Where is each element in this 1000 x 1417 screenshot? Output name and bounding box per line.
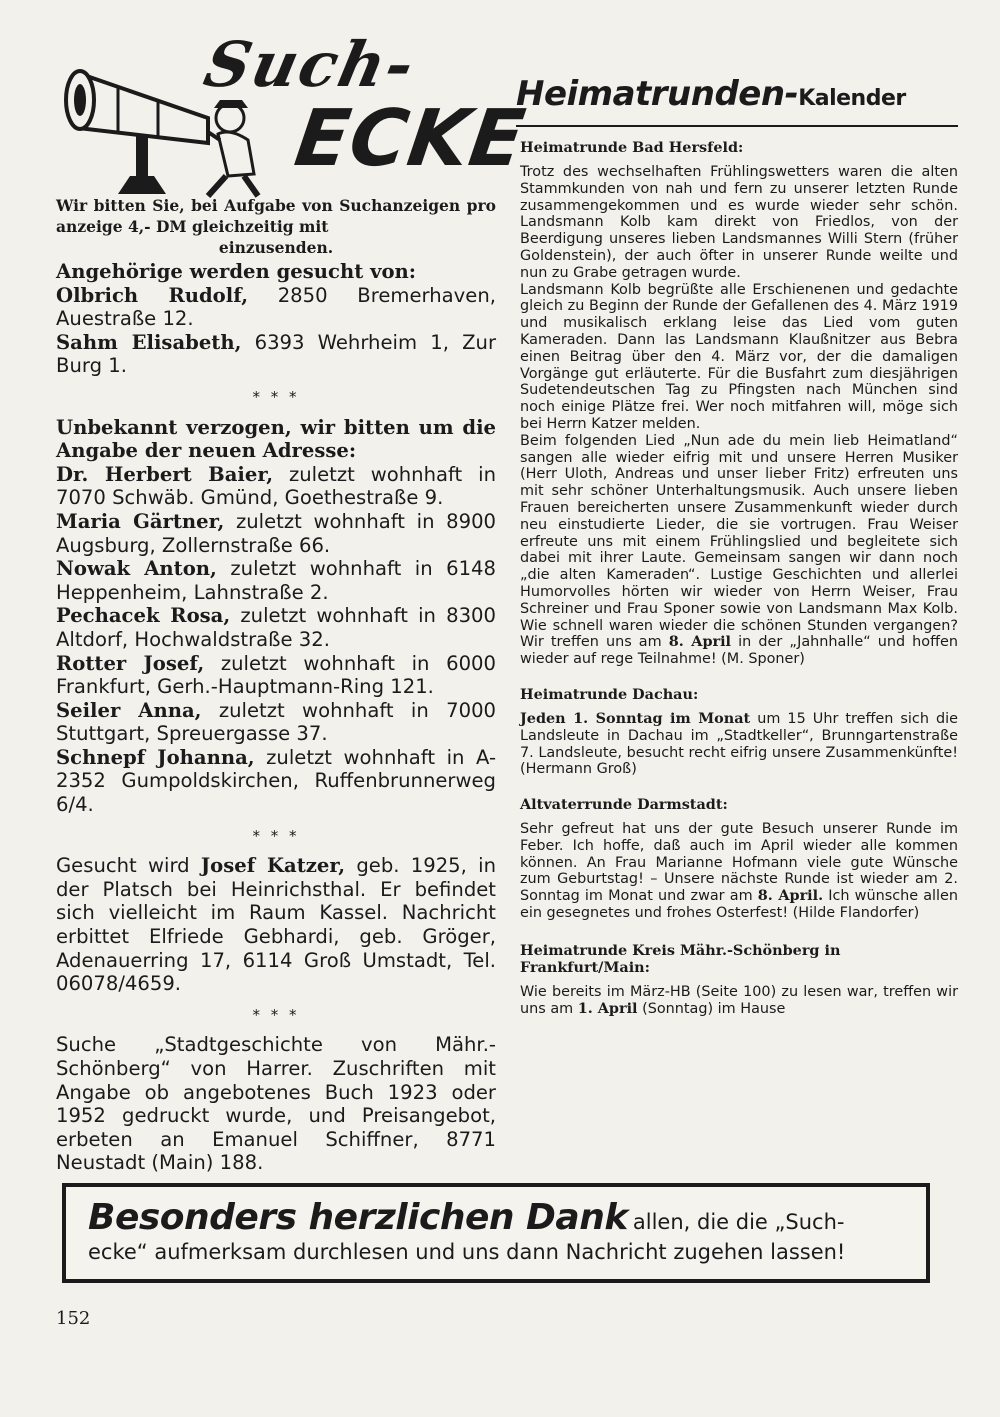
paragraph-text: um 15 Uhr treffen sich die Landsleute in Dachau im „Stadtkeller“, Brunngartenstraße 7. Landsleute, besucht recht eifrig unsere Zusammenkünfte! (Hermann Groß) (520, 710, 958, 778)
separator-stars: * * * (252, 387, 300, 406)
left-column (56, 28, 531, 1175)
hersfeld-heading: Heimatrunde Bad Hersfeld: (520, 139, 744, 156)
frankfurt-heading: Heimatrunde Kreis Mähr.-Schönberg in Frankfurt/Main: (520, 941, 841, 976)
paragraph-text: Sehr gefreut hat uns der gute Besuch unserer Runde im Feber. Ich hoffe, daß auch im April wieder alle kommen können. An Frau Marianne Hofmann viele gute Wünsche zum Geburtstag! – Unsere nächste Runde ist wieder am 2. Sonntag im Monat und zwar am (520, 821, 958, 905)
search-listings (56, 260, 496, 1175)
separator-stars: * * * (252, 1005, 300, 1024)
banner-text: allen, die die „Such- (632, 1210, 845, 1234)
paragraph (520, 433, 958, 668)
such-script-title: Such- (198, 28, 423, 101)
section-heading-unknown-moved: Unbekannt verzogen, wir bitten um die Angabe der neuen Adresse: (56, 415, 496, 463)
person-name: Josef Katzer, (200, 854, 346, 878)
paragraph: Trotz des wechselhaften Frühlingswetters waren die alten Stammkunden von nah und fern zu unserer letzten Runde zusammengekommen und es wurde wieder sehr schön. Landsmann Kolb kam direkt von Friedlos, von der Beerdigung unseres lieben Landsmannes Willi Stern (früher Goldenstein), der auch öfter in unserer Runde weilte und nun zu Grabe getragen wurde. (520, 164, 958, 281)
person-address: zuletzt wohnhaft in 6148 Heppenheim, Lahnstraße 2. (56, 557, 496, 604)
notice-text: geb. 1925, in der Platsch bei Heinrichsthal. Er befindet sich vielleicht im Raum Kassel. Nachricht erbittet Elfriede Gebhardi, geb. Gröger, Adenauerring 17, 6114 Groß Umstadt, Tel. 06078/4659. (56, 854, 496, 996)
intro-text-end: einzusenden. (218, 238, 334, 257)
person-address: zuletzt wohnhaft in 7070 Schwäb. Gmünd, Goethestraße 9. (56, 462, 496, 510)
darmstadt-article (520, 821, 958, 922)
person-name: Pechacek Rosa, (56, 604, 231, 628)
list-item (56, 331, 496, 378)
paragraph-text: Wie bereits im März-HB (Seite 100) zu lesen war, treffen wir uns am (520, 983, 958, 1017)
person-name: Dr. Herbert Baier, (56, 462, 274, 486)
banner-text-line2: ecke“ aufmerksam durchlesen und uns dann Nachricht zugehen lassen! (88, 1240, 846, 1264)
list-item (56, 746, 496, 817)
list-item (56, 652, 496, 699)
list-item (56, 699, 496, 746)
section-heading-relatives: Angehörige werden gesucht von: (56, 260, 416, 283)
kalender-title-small: Kalender (798, 86, 906, 111)
notice-pre: Gesucht wird (56, 854, 190, 878)
frankfurt-article (520, 984, 958, 1018)
list-item (56, 557, 496, 604)
person-address: 6393 Wehrheim 1, Zur Burg 1. (56, 330, 496, 378)
person-address: zuletzt wohnhaft in 6000 Frankfurt, Gerh.-Hauptmann-Ring 121. (56, 651, 496, 699)
person-name: Sahm Elisabeth, (56, 330, 242, 354)
date-highlight: 8. April. (757, 887, 824, 905)
person-address: zuletzt wohnhaft in 8900 Augsburg, Zollernstraße 66. (56, 509, 497, 557)
person-address: zuletzt wohnhaft in 7000 Stuttgart, Spreuergasse 37. (56, 698, 497, 746)
kalender-title (516, 72, 958, 127)
person-address: zuletzt wohnhaft in 8300 Altdorf, Hochwaldstraße 32. (56, 604, 496, 651)
list-item (56, 284, 496, 331)
darmstadt-heading: Altvaterrunde Darmstadt: (520, 796, 728, 814)
kalender-title-main: Heimatrunden- (516, 74, 799, 114)
paragraph (520, 984, 958, 1018)
intro-notice (56, 195, 496, 258)
person-name: Maria Gärtner, (56, 509, 225, 533)
paragraph (520, 821, 958, 922)
separator-stars: * * * (252, 826, 300, 845)
person-name: Rotter Josef, (56, 651, 205, 675)
intro-text: Wir bitten Sie, bei Aufgabe von Suchanzeigen pro anzeige 4,- DM gleichzeitig mit (56, 196, 496, 236)
such-ecke-masthead (56, 28, 531, 193)
katzer-search-notice (56, 854, 496, 996)
paragraph-text: in der „Jahnhalle“ und hoffen wieder auf rege Teilnahme! (M. Sponer) (520, 634, 959, 668)
person-name: Schnepf Johanna, (56, 745, 255, 769)
paragraph (520, 711, 958, 778)
person-name: Seiler Anna, (56, 698, 202, 722)
person-name: Nowak Anton, (56, 557, 217, 581)
ecke-block-title: ECKE (289, 94, 531, 184)
banner-thanks: Besonders herzlichen Dank (88, 1197, 628, 1238)
person-address: zuletzt wohnhaft in A-2352 Gumpoldskirchen, Ruffenbrunnerweg 6/4. (56, 745, 497, 817)
book-search-notice: Suche „Stadtgeschichte von Mähr.-Schönberg“ von Harrer. Zuschriften mit Angabe ob angebotenes Buch 1923 oder 1952 gedruckt wurde, und Preisangebot, erbeten an Emanuel Schiffner, 8771 Neustadt (Main) 188. (56, 1033, 496, 1175)
right-column (516, 72, 958, 1017)
dachau-article (520, 711, 958, 778)
paragraph-text: Ich wünsche allen ein gesegnetes und frohes Osterfest! (Hilde Flandorfer) (520, 888, 959, 922)
paragraph-text: Beim folgenden Lied „Nun ade du mein lieb Heimatland“ sangen alle wieder eifrig mit und unsere Herren Musiker (Herr Uloth, Andreas und unser lieber Fritz) erfreuten uns mit sehr schöner Unterhaltungsmusik. Auch unsere lieben Frauen bereicherten unsere Zusammenkunft wieder durch neu einstudierte Lieder, die sie vortrugen. Frau Weiser erfreute uns mit einem Frühlingslied und begleitete sich dabei mit ihrer Laute. Gemeinsam sangen wir dann noch „die alten Kameraden“. Lustige Geschichten und allerlei Humorvolles hörten wir wieder von Herrn Weiser, Frau Schreiner und Frau Sponer sowie von Landsmann Max Kolb. Wie schnell waren wieder die schönen Stunden vergangen? Wir treffen uns am (520, 432, 958, 651)
date-highlight: Jeden 1. Sonntag im Monat (520, 709, 751, 727)
date-highlight: 1. April (577, 999, 638, 1017)
hersfeld-article (520, 164, 958, 668)
paragraph-text: (Sonntag) im Hause (642, 1000, 786, 1017)
person-name: Olbrich Rudolf, (56, 283, 249, 307)
list-item (56, 510, 496, 557)
person-address: 2850 Bremerhaven, Auestraße 12. (56, 283, 496, 331)
thanks-banner (62, 1183, 930, 1283)
list-item (56, 463, 496, 510)
page-number: 152 (56, 1308, 91, 1329)
paragraph: Landsmann Kolb begrüßte alle Erschienenen und gedachte gleich zu Beginn der Runde der Gefallenen des 4. März 1919 und musikalisch erklang leise das Lied vom guten Kameraden. Dann las Landsmann Klaußnitzer aus Bebra einen Beitrag über den 4. März vor, der die damaligen Vorgänge gut erläuterte. Für die Busfahrt zum diesjährigen Sudetendeutschen Tag zu Pfingsten nach München sind noch einige Plätze frei. Wer noch mitfahren will, möge sich bei Herrn Katzer melden. (520, 281, 958, 432)
list-item (56, 604, 496, 651)
dachau-heading: Heimatrunde Dachau: (520, 685, 699, 703)
date-highlight: 8. April (668, 633, 732, 651)
